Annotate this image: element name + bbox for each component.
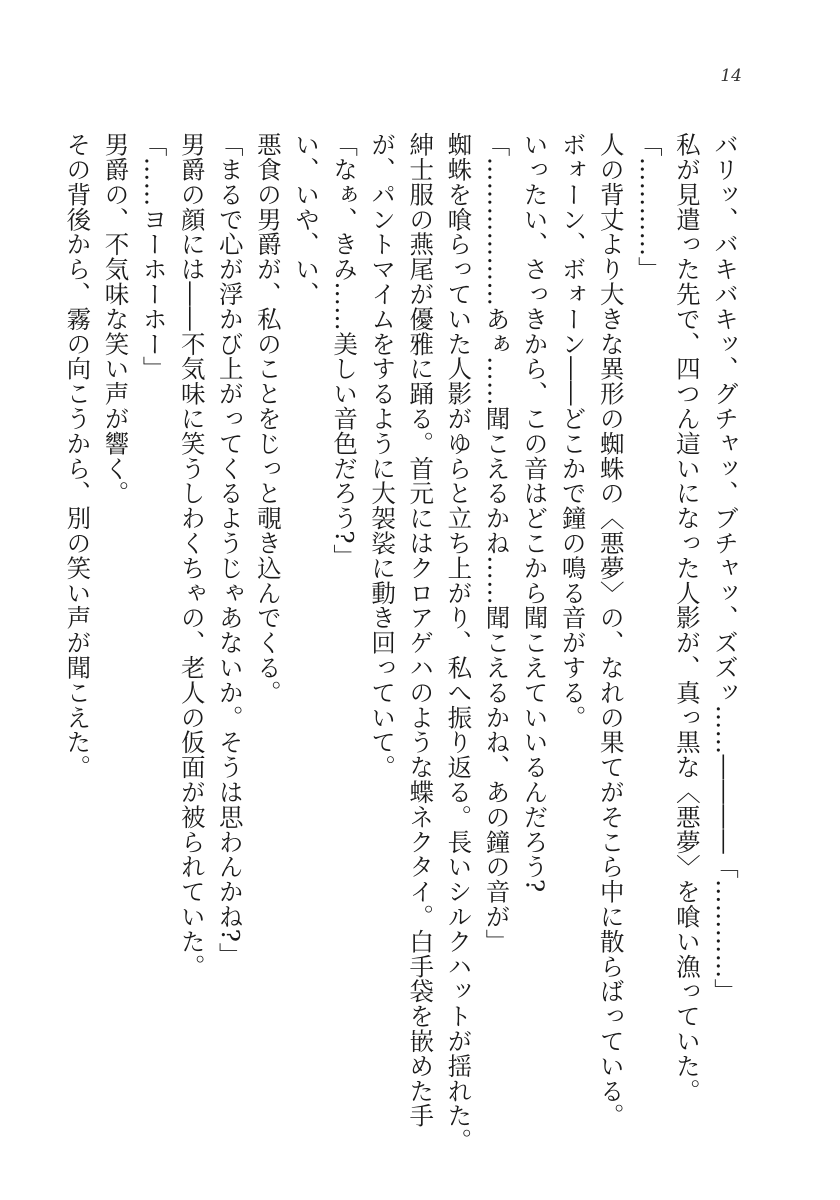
text-line: が、パントマイムをするように大袈裟に動き回っていて。 <box>368 132 398 780</box>
page-number: 14 <box>720 66 742 86</box>
text-line: 「……ヨーホーホー」 <box>139 132 169 381</box>
text-line: 男爵の、不気味な笑い声が響く。 <box>101 132 131 506</box>
text-line: 私が見遣った先で、四つん這いになった人影が、真っ黒な〈悪夢〉を喰い漁っていた。 <box>672 132 702 1104</box>
text-line: 「…………」 <box>634 132 664 282</box>
novel-body-text <box>58 132 744 1153</box>
text-line: 「まるで心が浮かび上がってくるようじゃあないか。そうは思わんかね?」 <box>215 132 245 968</box>
text-line: 人の背丈より大きな異形の蜘蛛の〈悪夢〉の、なれの果てがそこら中に散らばっている。 <box>596 132 626 1128</box>
text-line: 「なぁ、きみ……美しい音色だろう?」 <box>330 132 360 569</box>
text-line: バリッ、バキバキッ、グチャッ、ブチャッ、ズズッ……――――「…………」 <box>711 132 740 1004</box>
text-line: 男爵の顔には――不気味に笑うしわくちゃの、老人の仮面が被られていた。 <box>177 132 207 979</box>
text-line: 紳士服の燕尾が優雅に踊る。首元にはクロアゲハのような蝶ネクタイ。白手袋を嵌めた手 <box>406 132 436 1128</box>
text-line: いったい、さっきから、この音はどこから聞こえていいるんだろう? <box>520 132 550 893</box>
text-line: 悪食の男爵が、私のことをじっと覗き込んでくる。 <box>253 132 283 705</box>
text-line: 「………………あぁ……聞こえるかね……聞こえるかね、あの鐘の音が」 <box>482 132 512 954</box>
text-line: 蜘蛛を喰らっていた人影がゆらと立ち上がり、私へ振り返る。長いシルクハットが揺れた。 <box>444 132 474 1153</box>
text-line: ボォーン、ボォーン――どこかで鐘の鳴る音がする。 <box>558 132 588 730</box>
text-line: い、いや、い、 <box>291 132 321 307</box>
text-line: その背後から、霧の向こうから、別の笑い声が聞こえた。 <box>63 132 93 780</box>
